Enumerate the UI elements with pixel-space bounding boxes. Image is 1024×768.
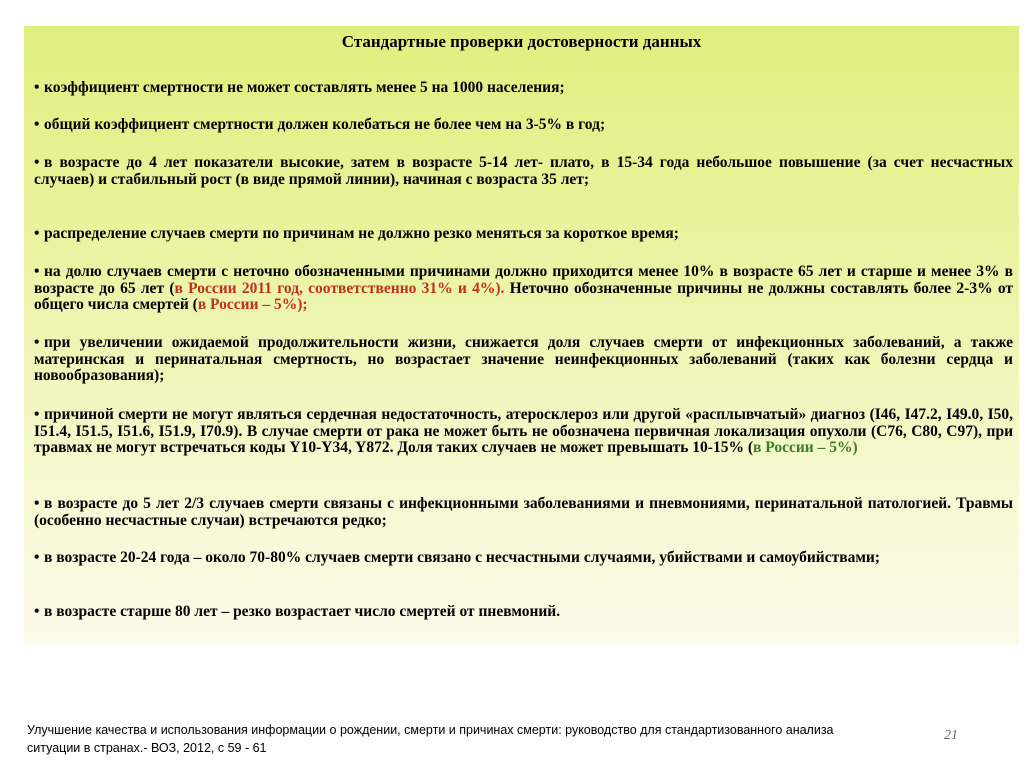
bullet-text: в возрасте 20-24 года – около 70-80% случаев смерти связано с несчастными случаями, убийствами и самоубийствами; [44, 549, 880, 566]
bullet-marker: • [34, 154, 40, 171]
bullet-marker: • [34, 334, 40, 351]
bullet-item-2 [34, 117, 1013, 134]
bullet-text: причиной смерти не могут являться сердечная недостаточность, атеросклероз или другой «расплывчатый» диагноз (I46, I47.2, I49.0, I50, I51.4, I51.5, I51.6, I51.9, I70.9). В случае смерти от рака не может быть не обозначена первичная локализация опухоли (C76, C80, C97), при травмах не могут встречаться коды Y10-Y34, Y872. Доля таких случаев не может превышать 10-15% ( [34, 406, 1014, 456]
page-number: 21 [944, 728, 958, 743]
bullet-text: Неточно обозначенные причины не должны составлять более 2-3% от общего числа смертей ( [34, 279, 1013, 313]
russia-statistic-highlight: в России – 5% [753, 439, 853, 456]
bullet-marker: • [34, 495, 40, 512]
bullet-item-3 [34, 155, 1013, 188]
bullet-marker: • [34, 263, 40, 280]
bullet-text: на долю случаев смерти с неточно обозначенными причинами должно приходится менее 10% в возрасте 65 лет и старше и менее 3% в возрасте до 65 лет ( [34, 263, 1013, 297]
bullet-item-5 [34, 264, 1013, 314]
citation-line-1: Улучшение качества и использования информации о рождении, смерти и причинах смерти: руководство для стандартизованного анализа [27, 723, 834, 737]
bullet-text: при увеличении ожидаемой продолжительности жизни, снижается доля случаев смерти от инфекционных заболеваний, а также материнская и перинатальная смертность, но возрастает значение неинфекционных заболеваний (таких как болезни сердца и новообразования); [34, 334, 1013, 384]
bullet-marker: • [34, 406, 40, 423]
russia-statistic-highlight: в России 2011 год, соответственно 31% и 4%). [174, 279, 505, 297]
source-citation [27, 721, 962, 757]
bullet-item-8 [34, 496, 1013, 529]
bullet-item-6 [34, 335, 1013, 385]
bullet-marker: • [34, 603, 40, 620]
bullet-text: в возрасте старше 80 лет – резко возрастает число смертей от пневмоний. [44, 603, 561, 620]
slide-title: Стандартные проверки достоверности данных [341, 32, 702, 51]
bullet-text: в возрасте до 5 лет 2/3 случаев смерти связаны с инфекционными заболеваниями и пневмониями, перинатальной патологией. Травмы (особенно несчастные случаи) встречаются редко; [34, 495, 1013, 529]
bullet-marker: • [34, 549, 40, 566]
russia-statistic-highlight: в России – 5%); [197, 296, 308, 313]
bullet-marker: • [34, 116, 40, 133]
bullet-text: общий коэффициент смертности должен колебаться не более чем на 3-5% в год; [44, 116, 606, 133]
citation-line-2: ситуации в странах.- ВОЗ, 2012, с 59 - 61 [27, 741, 267, 755]
bullet-item-7 [34, 407, 1013, 457]
bullet-item-1 [34, 80, 1013, 97]
bullet-text: распределение случаев смерти по причинам не должно резко меняться за короткое время; [44, 225, 679, 242]
bullet-item-9 [34, 550, 1013, 567]
bullet-item-10 [34, 604, 1013, 621]
bullet-marker: • [34, 225, 40, 242]
bullet-text: в возрасте до 4 лет показатели высокие, затем в возрасте 5-14 лет- плато, в 15-34 года небольшое повышение (за счет несчастных случаев) и стабильный рост (в виде прямой линии), начиная с возраста 35 лет; [34, 154, 1013, 188]
bullet-marker: • [34, 79, 40, 96]
bullet-text: коэффициент смертности не может составлять менее 5 на 1000 населения; [44, 79, 565, 96]
slide-content-panel [24, 26, 1019, 644]
bullet-item-4 [34, 226, 1013, 243]
bullet-text: ) [852, 439, 858, 456]
